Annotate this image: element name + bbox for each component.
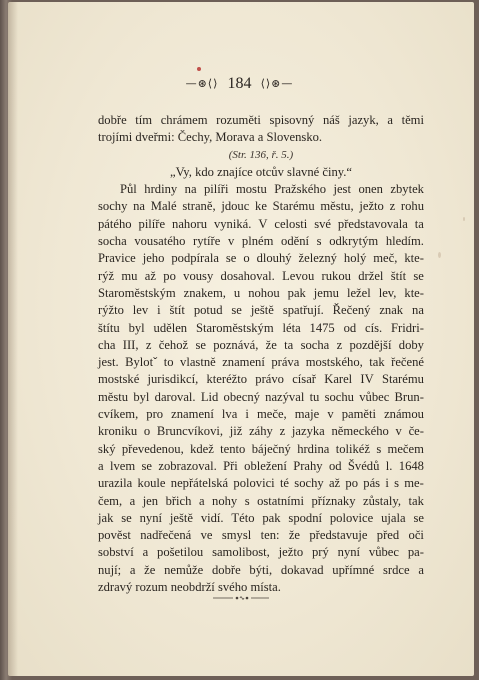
word: odění (281, 234, 310, 249)
word: doby (398, 337, 424, 352)
word: V (258, 216, 268, 231)
word: Pravice (98, 251, 136, 266)
word: v (227, 234, 235, 249)
word: spisovný (269, 113, 315, 127)
word: udělen (153, 320, 188, 335)
word: zůstaly, (363, 493, 402, 508)
text-line (98, 250, 424, 267)
text-line (98, 544, 424, 561)
word: Této (231, 510, 255, 525)
word: pro (146, 407, 164, 422)
word: Pražského (274, 182, 326, 197)
word: s (316, 234, 322, 249)
word: městu, (320, 199, 354, 214)
text-line (98, 527, 424, 544)
word: s (394, 476, 399, 491)
word: kteréžto (206, 372, 248, 387)
word: meče, (256, 407, 287, 422)
word: vousatého (134, 234, 186, 249)
word: onen (358, 182, 383, 197)
word: jen (142, 493, 159, 508)
word: Prahy (293, 458, 323, 473)
citation-reference: (Str. 136, ř. 5.) (228, 148, 294, 161)
word: urazila (98, 476, 133, 491)
word: na (133, 199, 146, 214)
word: jazyka (291, 424, 325, 439)
word: se (413, 268, 424, 283)
word: nazýval (265, 389, 305, 404)
word: vůbec (359, 389, 390, 404)
word: tak (408, 493, 424, 508)
word: maje (294, 407, 320, 422)
word: s (244, 493, 250, 508)
word: před (376, 528, 400, 543)
word: hrdiny (144, 182, 178, 197)
word: hrdina (297, 441, 330, 456)
word: koule (137, 476, 166, 491)
text-line (98, 320, 424, 337)
word: smysl (221, 528, 252, 543)
page-header (0, 73, 479, 93)
word: Karel (324, 372, 353, 387)
word: Švédů (347, 458, 380, 473)
word: vidí. (200, 510, 224, 525)
word: poznává, (213, 337, 259, 352)
word: Půl (120, 182, 137, 197)
word: býti, (249, 562, 273, 577)
word: spodní (288, 510, 323, 525)
page-spine-shadow (8, 2, 18, 676)
text-line (98, 268, 424, 285)
page-number: 184 (227, 74, 252, 92)
word: a (98, 458, 104, 473)
word: a (198, 493, 205, 508)
word: oči (408, 528, 424, 543)
word: v (395, 424, 402, 439)
word: sochu (324, 389, 354, 404)
word: známou (384, 407, 424, 422)
text-line (98, 441, 424, 458)
word: ten: (260, 528, 280, 543)
word: ještě (250, 303, 274, 318)
word: a (129, 562, 136, 577)
word: na (184, 182, 197, 197)
word: jest (333, 182, 351, 197)
word: z (145, 337, 152, 352)
word: Brun- (394, 389, 424, 404)
word: kroniku (98, 424, 138, 439)
word: Starému (272, 199, 315, 214)
word: potud (193, 303, 223, 318)
word: o (243, 251, 250, 266)
word: chrámem (160, 113, 208, 127)
word: Staroměstským (195, 320, 274, 335)
word: dobře (98, 113, 127, 127)
word: nahoru (172, 216, 208, 231)
word: štít (390, 268, 407, 283)
word: své (314, 216, 331, 231)
word: i (157, 303, 161, 318)
word: spatřují. (282, 303, 324, 318)
word: s (376, 441, 382, 456)
word: těmi (401, 113, 424, 127)
text-line (98, 458, 424, 475)
header-ornament-left: —⊛⟨⟩ (185, 77, 219, 90)
text-line (98, 406, 424, 423)
word: zobrazoval. (158, 458, 217, 473)
word: představuje (309, 528, 368, 543)
text-line (98, 285, 424, 302)
word: že (265, 337, 277, 352)
word: mostské (98, 372, 140, 387)
word: báječný (251, 441, 291, 456)
word: kdež (190, 441, 214, 456)
word: Řečený (332, 303, 371, 318)
text-line (98, 216, 424, 233)
word: pak (262, 510, 281, 525)
word: z (279, 424, 286, 439)
word: řečené (391, 355, 424, 370)
word: srdce (383, 562, 410, 577)
word: štít (169, 303, 185, 318)
word: léta (282, 320, 301, 335)
line-text: zdravý rozum neobdrží svého místa. (98, 580, 281, 595)
word: Lid (200, 389, 219, 404)
word: straně, (182, 199, 216, 214)
word: té (279, 476, 290, 491)
body-text (98, 112, 424, 596)
word: ta (284, 337, 294, 352)
word: Při (223, 458, 238, 473)
word: meč, (373, 251, 398, 266)
word: Fridri- (391, 320, 424, 335)
word: plném (241, 234, 274, 249)
word: náš (322, 113, 340, 127)
text-line (98, 371, 424, 388)
word: cís. (365, 320, 383, 335)
word: pátého (98, 216, 132, 231)
paper-stain (438, 252, 441, 258)
word: práva (271, 355, 300, 370)
word: nohou (248, 285, 280, 300)
word: se (141, 458, 152, 473)
word: a (418, 562, 424, 577)
word: pozdější (349, 337, 392, 352)
word: mečem (387, 441, 424, 456)
word: polovici (233, 476, 275, 491)
text-line (98, 302, 424, 319)
word: byl (128, 320, 145, 335)
word: 1475 (309, 320, 335, 335)
word: německého (331, 424, 389, 439)
word: Malé (150, 199, 177, 214)
word: tak (369, 355, 385, 370)
word: držel (358, 268, 384, 283)
word: Staroměstským (98, 285, 176, 300)
word: jdouc (221, 199, 250, 214)
word: pa- (407, 545, 424, 560)
word: pak (287, 285, 306, 300)
word: rýžto (98, 303, 124, 318)
text-line (98, 147, 424, 164)
word: pilíře (138, 216, 166, 231)
word: celosti (274, 216, 308, 231)
word: jak (98, 510, 114, 525)
word: ke (255, 199, 267, 214)
word: sobství (98, 545, 134, 560)
word: že (144, 562, 156, 577)
word: vyniká. (213, 216, 252, 231)
word: ostatními (257, 493, 304, 508)
word: se (195, 337, 206, 352)
word: o (143, 424, 151, 439)
word: samolibost, (212, 545, 270, 560)
word: rohu (400, 199, 424, 214)
word: že (288, 528, 301, 543)
word: rozuměti (216, 113, 261, 127)
text-line (98, 475, 424, 492)
word: zbytek (390, 182, 424, 197)
word: ský (98, 441, 116, 456)
word: záhy (249, 424, 273, 439)
text-line (98, 112, 424, 129)
word: jest. (98, 355, 119, 370)
word: jemu (313, 285, 339, 300)
word: socha (300, 337, 330, 352)
word: nyní (337, 545, 361, 560)
word: železný (298, 251, 337, 266)
word: a (129, 493, 136, 508)
word: převedenou, (121, 441, 184, 456)
red-ink-mark (197, 67, 201, 71)
word: nyní (139, 510, 162, 525)
word: a (142, 545, 149, 560)
text-line (98, 510, 424, 527)
text-line (98, 389, 424, 406)
word: jazyk, (348, 113, 379, 127)
word: městu (98, 389, 129, 404)
word: IV (360, 372, 374, 387)
word: lev, (378, 285, 397, 300)
word: obležení (244, 458, 287, 473)
word: holý (343, 251, 367, 266)
word: Bylotˇ (125, 355, 158, 370)
word: čehož (158, 337, 189, 352)
word: Bruncvíkovi, (156, 424, 224, 439)
word: me- (404, 476, 424, 491)
word: nepřátelská (170, 476, 229, 491)
word: vůbec (368, 545, 399, 560)
text-line (98, 129, 424, 146)
word: sochy (98, 199, 128, 214)
word: až (328, 476, 341, 491)
word: od (328, 458, 342, 473)
text-line (98, 164, 424, 181)
word: cha (98, 337, 116, 352)
word: polovice (329, 510, 374, 525)
word: ležel (346, 285, 371, 300)
word: nemůže (164, 562, 204, 577)
word: dobře (211, 562, 241, 577)
word: ujala (381, 510, 406, 525)
word: vousy (183, 268, 214, 283)
text-line (98, 337, 424, 354)
word: lev (132, 303, 149, 318)
word: v (327, 407, 334, 422)
word: po (345, 476, 358, 491)
text-line (98, 198, 424, 215)
word: obecný (223, 389, 260, 404)
word: hledím. (385, 234, 424, 249)
line-text: trojími dveřmi: Čechy, Morava a Slovensko. (98, 130, 323, 145)
word: čem, (98, 493, 123, 508)
word: a (387, 113, 393, 127)
word: mostského, (305, 355, 363, 370)
word: až (144, 268, 156, 283)
word: rukou (321, 268, 351, 283)
word: pověst (98, 528, 131, 543)
text-line (98, 562, 424, 579)
word: břich (165, 493, 192, 508)
word: pošetilou (157, 545, 204, 560)
word: ještě (169, 510, 193, 525)
word: na (412, 303, 424, 318)
word: mu (121, 268, 138, 283)
word: ve (200, 528, 213, 543)
word: lvem (109, 458, 136, 473)
word: lva (221, 407, 238, 422)
word: pás (363, 476, 381, 491)
word: tento (220, 441, 246, 456)
word: jurisdikcí, (147, 372, 199, 387)
word: byl (133, 389, 150, 404)
word: dokavad (280, 562, 324, 577)
word: se (225, 251, 237, 266)
word: tím (135, 113, 153, 127)
word: u (233, 285, 241, 300)
word: III, (122, 337, 139, 352)
word: znamení (171, 407, 214, 422)
word: tu (309, 389, 320, 404)
quoted-heading: „Vy, kdo znajíce otcův slavné činy.“ (170, 164, 352, 179)
word: od (343, 320, 357, 335)
word: i (245, 407, 249, 422)
word: císař (292, 372, 316, 387)
word: prý (312, 545, 329, 560)
header-ornament-right: ⟨⟩⊛— (260, 77, 294, 90)
word: če- (408, 424, 424, 439)
word: rýž (98, 268, 115, 283)
word: znak (379, 303, 404, 318)
word: rytíře (193, 234, 221, 249)
word: ta (414, 216, 424, 231)
word: Starému (381, 372, 424, 387)
word: socha (98, 234, 127, 249)
word: znamení (222, 355, 265, 370)
word: se (231, 303, 242, 318)
text-line (98, 354, 424, 371)
word: štítu (98, 320, 120, 335)
word: sochy (294, 476, 324, 491)
word: mostu (235, 182, 267, 197)
word: nohy (212, 493, 238, 508)
word: to (163, 355, 174, 370)
word: dosahoval. (220, 268, 275, 283)
text-line (98, 233, 424, 250)
word: jeho (142, 251, 165, 266)
paper-stain (463, 217, 465, 221)
word: l. (385, 458, 393, 473)
word: paměti (341, 407, 376, 422)
text-line (98, 423, 424, 440)
word: upřímné (332, 562, 375, 577)
text-line (98, 579, 424, 596)
word: dlouhý (256, 251, 292, 266)
footer-ornament (211, 595, 271, 601)
word: vlastně (180, 355, 216, 370)
word: pilíři (204, 182, 229, 197)
word: 1648 (398, 458, 424, 473)
word: ježto (278, 545, 304, 560)
word: po (163, 268, 176, 283)
word: i (385, 476, 389, 491)
word: z (336, 337, 343, 352)
word: tolikéž (335, 441, 370, 456)
word: cvíkem, (98, 407, 139, 422)
text-line (98, 493, 424, 510)
word: se (413, 510, 424, 525)
word: nadřečená (140, 528, 192, 543)
word: daroval. (154, 389, 196, 404)
word: příznaky (311, 493, 356, 508)
text-line (98, 181, 424, 198)
word: ježto (359, 199, 384, 214)
word: představovala (337, 216, 408, 231)
word: nují; (98, 562, 122, 577)
word: znakem, (183, 285, 226, 300)
word: se (121, 510, 132, 525)
word: podpírala (171, 251, 219, 266)
word: odkrytým (329, 234, 379, 249)
word: právo (255, 372, 284, 387)
word: Levou (282, 268, 315, 283)
word: kte- (404, 285, 424, 300)
word: již (229, 424, 243, 439)
word: z (389, 199, 396, 214)
word: kte- (404, 251, 424, 266)
